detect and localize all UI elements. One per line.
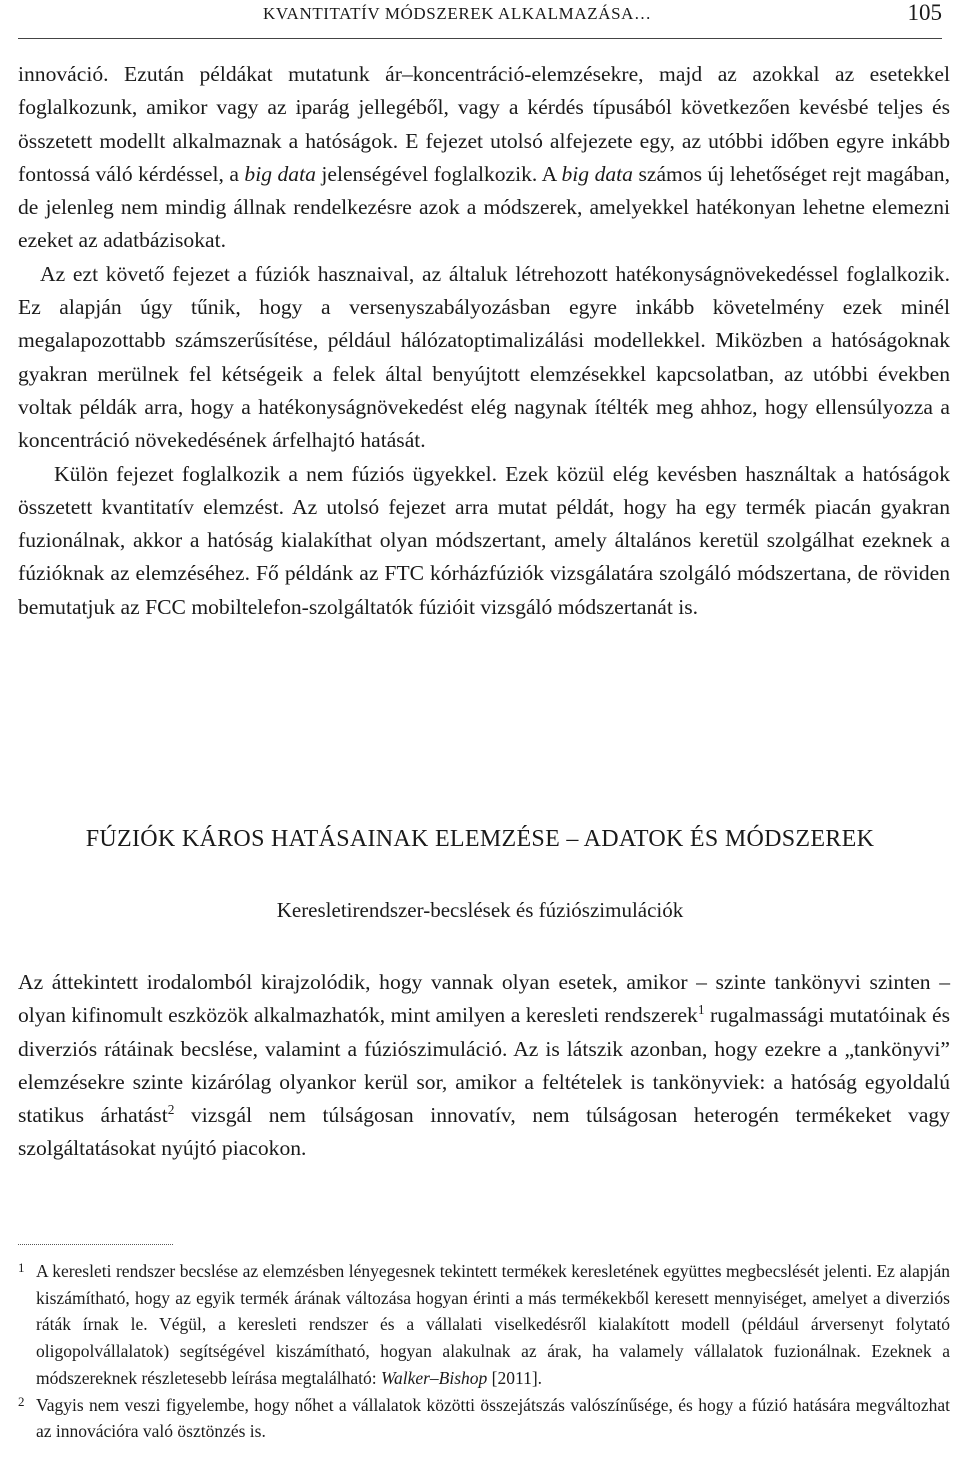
- running-header: [18, 0, 942, 39]
- footnote-2: [18, 1392, 950, 1445]
- text-run: innováció. Ezután példákat mutatunk ár–koncentráció-elemzésekre, majd az azokkal az esetekkel foglalkozunk, amikor vagy az iparág jellegéből, vagy a kérdés típusából következően kevésbé teljes és összetett modellt alkalmaznak a hatóságok. E fejezet utolsó alfejezete egy, az utóbbi időben egyre inkább fontossá váló kérdéssel, a: [18, 62, 950, 186]
- footnote-1: [18, 1258, 950, 1392]
- text-run: jelenségével foglalkozik. A: [315, 161, 562, 186]
- text-run: vizsgál nem túlságosan innovatív, nem túlságosan heterogén termékeket vagy szolgáltatásokat nyújtó piacokon.: [18, 1103, 950, 1161]
- footnote-ref-2[interactable]: 2: [167, 1102, 175, 1117]
- running-title: KVANTITATÍV MÓDSZEREK ALKALMAZÁSA…: [263, 4, 652, 23]
- subsection-title: Keresletirendszer-becslések és fúziószimulációk: [276, 898, 684, 922]
- paragraph-1: [18, 58, 950, 258]
- footnote-separator: [18, 1244, 173, 1245]
- paragraph-4: [18, 966, 950, 1166]
- footnote-ref-1[interactable]: 1: [697, 1002, 705, 1018]
- footnote-mark-2: 2: [18, 1393, 25, 1409]
- italic-term: big data: [244, 161, 316, 186]
- italic-citation: Walker–Bishop: [380, 1367, 488, 1388]
- section-title: FÚZIÓK KÁROS HATÁSAINAK ELEMZÉSE – ADATOK ÉS MÓDSZEREK: [85, 826, 875, 852]
- page-number: 105: [907, 0, 942, 25]
- text-run: rugalmassági mutatóinak és diverziós rátáinak becslése, valamint a fúziószimuláció. Az is látszik azonban, hogy ezekre a „tankönyvi” elemzésekre szinte kizárólag olyankor kerül sor, amikor a feltételek is tankönyviek: a hatóság egyoldalú statikus árhatást: [18, 1003, 950, 1128]
- text-run: Az áttekintett irodalomból kirajzolódik, hogy vannak olyan esetek, amikor – szinte tankönyvi szinten – olyan kifinomult eszközök alkalmazhatók, mint amilyen a keresleti rendszerek: [18, 970, 950, 1028]
- text-run: számos új lehetőséget rejt magában, de jelenleg nem mindig állnak rendelkezésre azok a módszerek, amelyekkel hatékonyan lehetne elemezni ezeket az adatbázisokat.: [18, 161, 950, 253]
- footnote-mark-1: 1: [18, 1260, 25, 1275]
- footnotes: [18, 1258, 950, 1445]
- text-run: Vagyis nem veszi figyelembe, hogy nőhet a vállalatok közötti összejátszás valószínűsége, és hogy a fúzió hatására megváltozhat az innovációra való ösztönzés is.: [36, 1394, 950, 1442]
- text-run: [2011].: [487, 1367, 543, 1388]
- paragraph-2: Az ezt követő fejezet a fúziók hasznaival, az általuk létrehozott hatékonyságnövekedéssel foglalkozik. Ez alapján úgy tűnik, hogy a versenyszabályozásban egyre inkább követelmény ezek minél megalapozottabb számszerűsítése, például hálózatoptimalizálási modellekkel. Miközben a hatóságoknak gyakran merülnek fel kétségeik a felek által benyújtott elemzésekkel kapcsolatban, az utóbbi években voltak példák arra, hogy a hatékonyságnövekedést elég nagynak ítélték meg ahhoz, hogy ellensúlyozza a koncentráció növekedésének árfelhajtó hatását.: [18, 261, 950, 453]
- main-text-block: [18, 966, 950, 1166]
- paragraph-3: Külön fejezet foglalkozik a nem fúziós ügyekkel. Ezek közül elég kevésben használtak a hatóságok összetett kvantitatív elemzést. Az utolsó fejezet arra mutat példát, hogy ha egy termék piacán gyakran fuzionálnak, akkor a hatóság kialakíthat olyan módszertant, amely általános keretül szolgálhat ezeknek a fúzióknak az elemzéséhez. Fő példánk az FTC kórházfúziók vizsgálatára szolgáló módszertana, de röviden bemutatjuk az FCC mobiltelefon-szolgáltatók fúzióit vizsgáló módszertanát is.: [18, 461, 950, 619]
- text-run: A keresleti rendszer becslése az elemzésben lényegesnek tekintett termékek keresletének együttes megbecslését jelenti. Ez alapján kiszámítható, hogy az egyik termék árának változása hogyan érinti a más termékekből keresett mennyiséget, amelyet a diverziós ráták írnak le. Végül, a keresleti rendszer és a vállalati viselkedésről kialakított modell (például árversenyt folytató oligopolvállalatok) segítségével kiszámítható, hogyan alakulnak az árak, ha valamely vállalatok fuzionálnak. Ezeknek a módszereknek részletesebb leírása megtalálható:: [36, 1261, 950, 1388]
- italic-term: big data: [561, 161, 633, 186]
- intro-text-block: [18, 58, 950, 624]
